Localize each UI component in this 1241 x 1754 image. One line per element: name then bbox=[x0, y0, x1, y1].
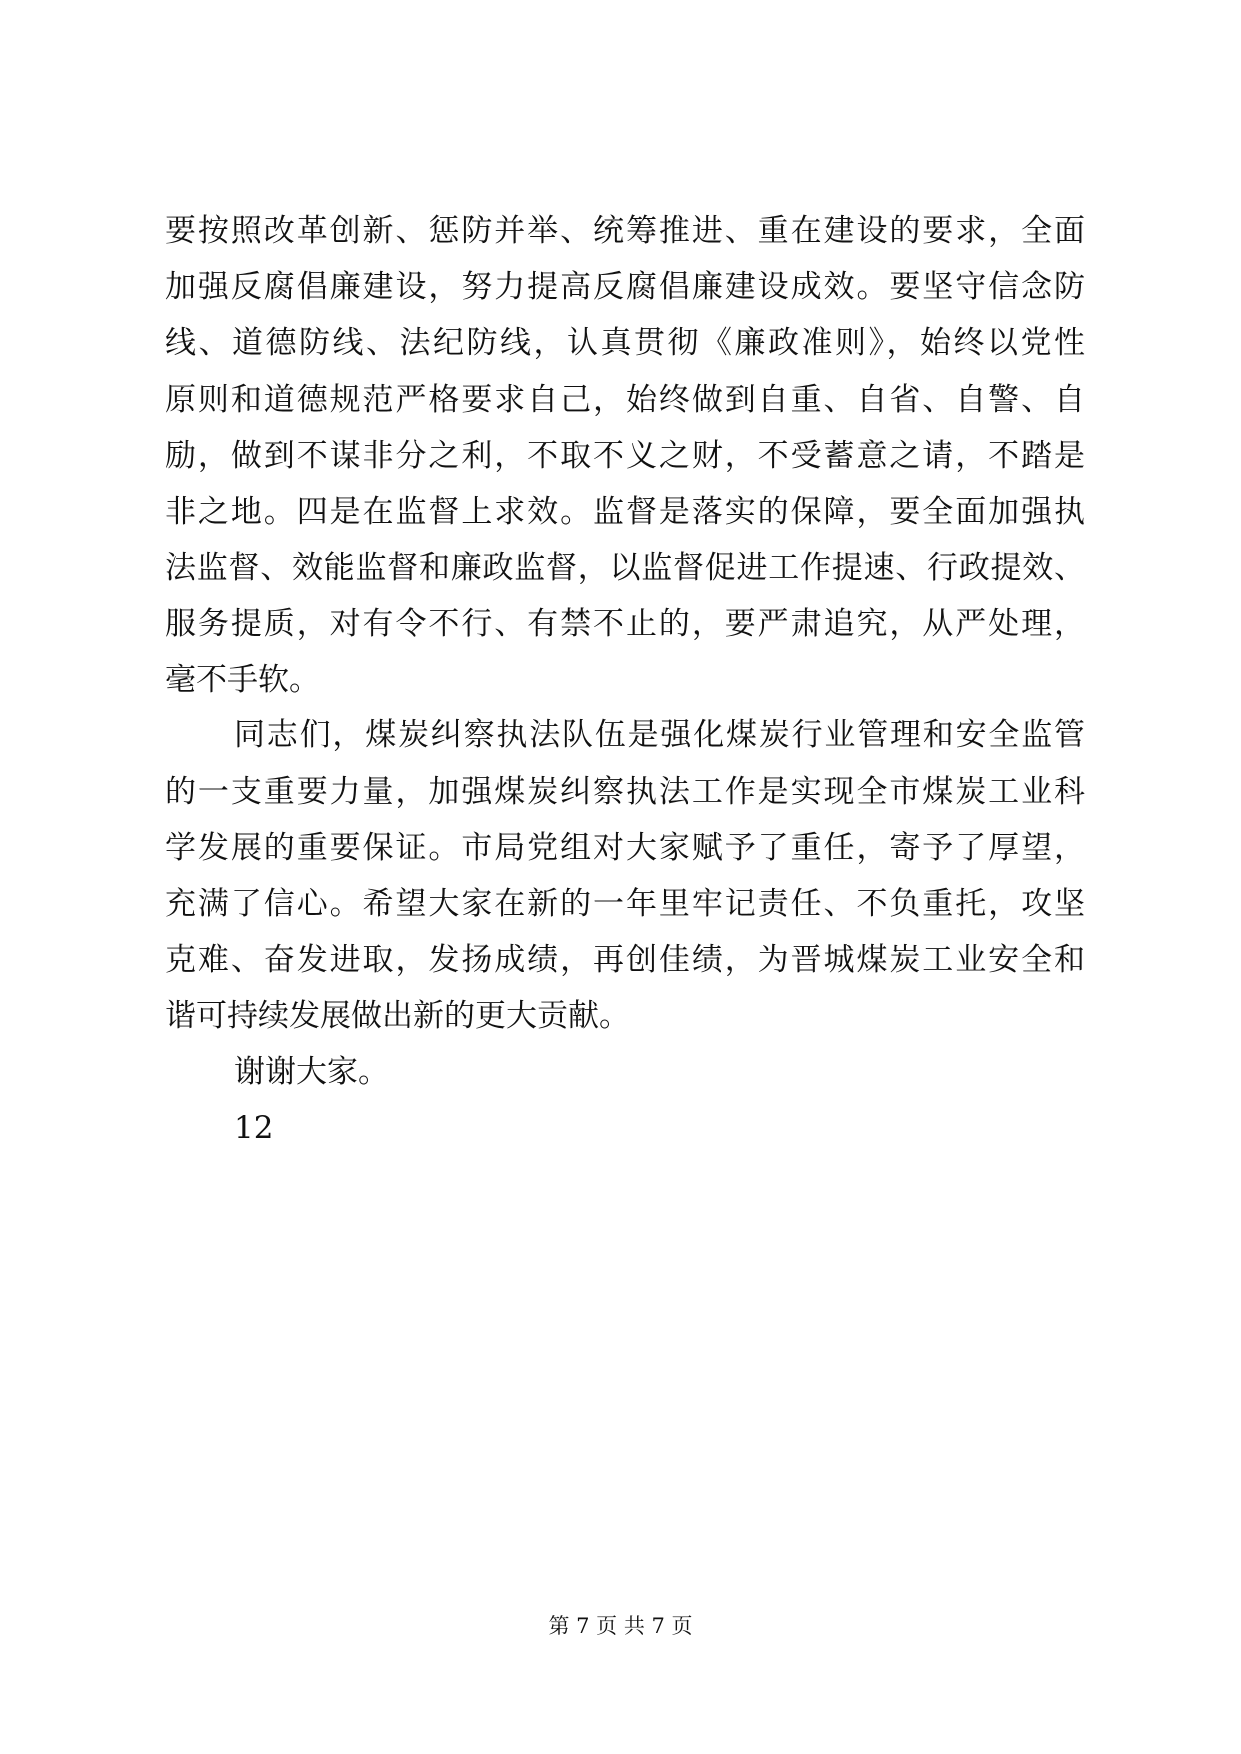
paragraph-1-line-8: 服务提质，对有令不行、有禁不止的，要严肃追究，从严处理， bbox=[165, 606, 1085, 642]
paragraph-2-line-3: 学发展的重要保证。市局党组对大家赋予了重任，寄予了厚望， bbox=[165, 830, 1085, 866]
paragraph-1-line-2: 加强反腐倡廉建设，努力提高反腐倡廉建设成效。要坚守信念防 bbox=[165, 269, 1085, 305]
paragraph-2-line-6: 谐可持续发展做出新的更大贡献。 bbox=[165, 998, 630, 1034]
paragraph-2-line-2: 的一支重要力量，加强煤炭纠察执法工作是实现全市煤炭工业科 bbox=[165, 774, 1085, 810]
trailing-number: 12 bbox=[234, 1110, 274, 1146]
page-footer: 第 7 页 共 7 页 bbox=[548, 1614, 693, 1638]
paragraph-1-line-5: 励，做到不谋非分之利，不取不义之财，不受蓄意之请，不踏是 bbox=[165, 438, 1085, 474]
paragraph-1-line-4: 原则和道德规范严格要求自己，始终做到自重、自省、自警、自 bbox=[165, 382, 1085, 418]
closing-line: 谢谢大家。 bbox=[234, 1054, 389, 1090]
paragraph-1-line-1: 要按照改革创新、惩防并举、统筹推进、重在建设的要求，全面 bbox=[165, 213, 1085, 249]
paragraph-2-line-1: 同志们，煤炭纠察执法队伍是强化煤炭行业管理和安全监管 bbox=[234, 717, 1085, 753]
paragraph-1-line-9: 毫不手软。 bbox=[165, 662, 320, 698]
paragraph-2-line-5: 克难、奋发进取，发扬成绩，再创佳绩，为晋城煤炭工业安全和 bbox=[165, 942, 1085, 978]
paragraph-1-line-7: 法监督、效能监督和廉政监督，以监督促进工作提速、行政提效、 bbox=[165, 550, 1085, 586]
paragraph-1-line-6: 非之地。四是在监督上求效。监督是落实的保障，要全面加强执 bbox=[165, 494, 1085, 530]
paragraph-1-line-3: 线、道德防线、法纪防线，认真贯彻《廉政准则》，始终以党性 bbox=[165, 325, 1085, 361]
paragraph-2-line-4: 充满了信心。希望大家在新的一年里牢记责任、不负重托，攻坚 bbox=[165, 886, 1085, 922]
